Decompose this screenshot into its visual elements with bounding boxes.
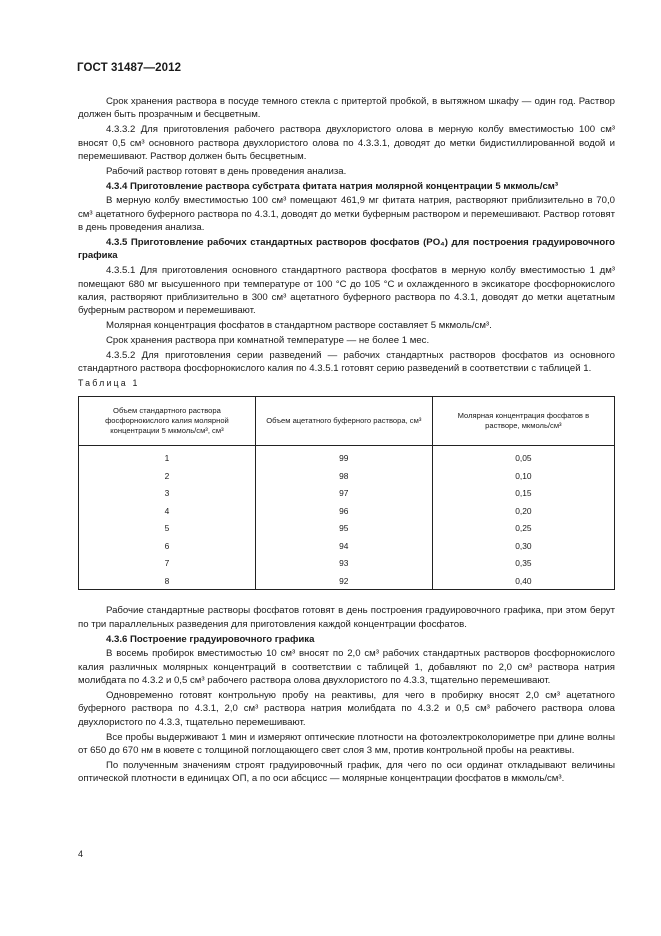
page-number: 4 xyxy=(78,849,84,859)
column-header: Молярная концентрация фосфатов в растворе, мкмоль/см³ xyxy=(432,397,614,446)
table-row xyxy=(79,554,615,572)
standard-header: ГОСТ 31487—2012 xyxy=(77,62,182,74)
table-cell: 94 xyxy=(255,537,432,555)
paragraph: В мерную колбу вместимостью 100 см³ помещают 461,9 мг фитата натрия, растворяют приблизительно в 70,0 см³ ацетатного буферного раствора по 4.3.1, доводят до метки буферным раствором и перемешивают. Раствор готовят в день проведения анализа. xyxy=(78,195,615,234)
table-cell: 0,20 xyxy=(432,502,614,520)
table-cell: 8 xyxy=(79,572,256,590)
table-cell: 0,30 xyxy=(432,537,614,555)
table-row xyxy=(79,519,615,537)
table-row xyxy=(79,502,615,520)
table-cell: 96 xyxy=(255,502,432,520)
table-cell: 0,15 xyxy=(432,484,614,502)
paragraph: 4.3.5.1 Для приготовления основного стандартного раствора фосфатов в мерную колбу вместимостью 1 дм³ помещают 680 мг высушенного при температуре от 100 °С до 105 °С и охлажденного в эксикаторе фосфорнокислого калия, растворяют приблизительно в 300 см³ ацетатного буферного раствора по 4.3.1, доводят до метки ацетатным буферным раствором и перемешивают. xyxy=(78,265,615,317)
table-cell: 0,10 xyxy=(432,467,614,485)
table-row xyxy=(79,446,615,467)
table-cell: 4 xyxy=(79,502,256,520)
dilution-table xyxy=(78,396,615,590)
paragraph: 4.3.5.2 Для приготовления серии разведений — рабочих стандартных растворов фосфатов из основного стандартного раствора фосфорнокислого калия по 4.3.5.1 готовят серию разведений в соответствии с таблицей 1. xyxy=(78,349,615,375)
table-row xyxy=(79,572,615,590)
paragraph: Одновременно готовят контрольную пробу на реактивы, для чего в пробирку вносят 2,0 см³ ацетатного буферного раствора по 4.3.1, 2,0 см³ раствора натрия молибдата по 4.3.2 и 0,5 см³ рабочего раствора олова двухлористого по 4.3.3, тщательно перемешивают. xyxy=(78,690,615,728)
table-cell: 0,35 xyxy=(432,554,614,572)
paragraph: Срок хранения раствора в посуде темного стекла с притертой пробкой, в вытяжном шкафу — один год. Раствор должен быть прозрачным и бесцветным. xyxy=(78,96,615,121)
table-cell: 6 xyxy=(79,537,256,555)
column-header: Объем стандартного раствора фосфорнокислого калия молярной концентрации 5 мкмоль/см³, см³ xyxy=(79,397,256,446)
paragraph: Молярная концентрация фосфатов в стандартном растворе составляет 5 мкмоль/см³. xyxy=(106,320,492,332)
table-cell: 5 xyxy=(79,519,256,537)
table-row xyxy=(79,537,615,555)
table-row xyxy=(79,484,615,502)
table-cell: 0,05 xyxy=(432,446,614,467)
table-cell: 3 xyxy=(79,484,256,502)
section-heading: 4.3.4 Приготовление раствора субстрата фитата натрия молярной концентрации 5 мкмоль/см³ xyxy=(106,180,559,192)
table-cell: 0,40 xyxy=(432,572,614,590)
column-header: Объем ацетатного буферного раствора, см³ xyxy=(255,397,432,446)
table-cell: 97 xyxy=(255,484,432,502)
paragraph: По полученным значениям строят градуировочный график, для чего по оси ординат откладывают величины оптической плотности в единицах ОП, а по оси абсцисс — молярные концентрации фосфатов в мкмоль/см³. xyxy=(78,759,615,785)
page-body xyxy=(78,95,615,786)
table-cell: 98 xyxy=(255,467,432,485)
paragraph: 4.3.3.2 Для приготовления рабочего раствора двухлористого олова в мерную колбу вместимостью 100 см³ вносят 0,5 см³ основного раствора двухлористого олова по 4.3.3.1, доводят до метки бидистиллированной водой и перемешивают. Раствор должен быть бесцветным. xyxy=(78,124,615,163)
paragraph: Рабочий раствор готовят в день проведения анализа. xyxy=(106,165,347,177)
table-header-row xyxy=(79,397,615,446)
table-row xyxy=(79,467,615,485)
paragraph: Срок хранения раствора при комнатной температуре — не более 1 мес. xyxy=(106,335,430,347)
table-cell: 95 xyxy=(255,519,432,537)
paragraph: Рабочие стандартные растворы фосфатов готовят в день построения градуировочного графика, при этом берут по три параллельных разведения для приготовления каждой концентрации фосфатов. xyxy=(78,605,615,630)
table-caption: Таблица 1 xyxy=(78,378,140,389)
section-heading: 4.3.5 Приготовление рабочих стандартных растворов фосфатов (PO₄) для построения градуировочного графика xyxy=(78,237,615,262)
section-heading: 4.3.6 Построение градуировочного графика xyxy=(106,633,315,645)
table-cell: 99 xyxy=(255,446,432,467)
paragraph: В восемь пробирок вместимостью 10 см³ вносят по 2,0 см³ рабочих стандартных растворов фосфорнокислого калия различных молярных концентраций в соответствии с таблицей 1, добавляют по 2,0 см³ раствора натрия молибдата по 4.3.2 и 0,5 см³ рабочего раствора олова двухлористого по 4.3.3, тщательно перемешивают. xyxy=(78,648,615,687)
table-cell: 92 xyxy=(255,572,432,590)
table-cell: 2 xyxy=(79,467,256,485)
table-cell: 1 xyxy=(79,446,256,467)
table-cell: 7 xyxy=(79,554,256,572)
table-cell: 0,25 xyxy=(432,519,614,537)
paragraph: Все пробы выдерживают 1 мин и измеряют оптические плотности на фотоэлектроколориметре при длине волны от 650 до 670 нм в кювете с толщиной поглощающего свет слоя 3 мм, против контрольной пробы на реактивы. xyxy=(78,731,615,757)
table-cell: 93 xyxy=(255,554,432,572)
